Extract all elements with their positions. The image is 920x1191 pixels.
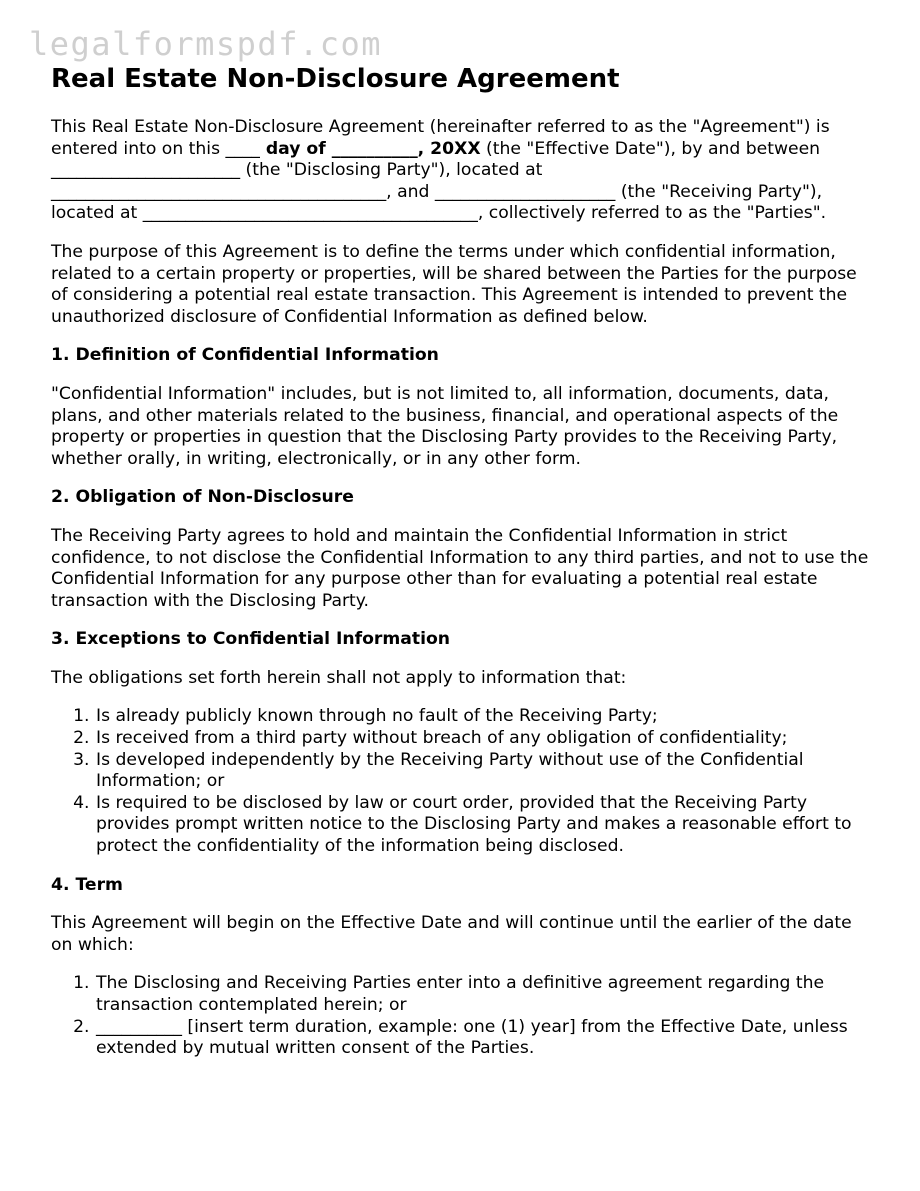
section-4-term-list — [51, 973, 876, 1059]
section-4-heading: 4. Term — [51, 874, 123, 895]
intro-text-4: , and — [386, 181, 435, 202]
blank-receiving-name-field: _____________________ — [434, 181, 616, 202]
intro-text-5: (the "Receiving Party"), located at — [51, 181, 823, 224]
blank-receiving-address-field: _______________________________________ — [142, 203, 478, 224]
intro-year: , 20XX — [417, 138, 481, 159]
document — [51, 62, 876, 1060]
section-3-heading: 3. Exceptions to Confidential Information — [51, 629, 451, 650]
purpose-paragraph: The purpose of this Agreement is to define the terms under which confidential information, related to a certain property or properties, will be shared between the Parties for the purpose of considering a potential real estate transaction. This Agreement is intended to prevent the unauthorized disclosure of Confidential Information as defined below. — [51, 241, 857, 327]
blank-day-field: ____ — [225, 138, 260, 159]
list-item: 1. The Disclosing and Receiving Parties enter into a definitive agreement regarding the transaction contemplated herein; or — [95, 973, 876, 1016]
list-item: 2. Is received from a third party without breach of any obligation of confidentiality; — [95, 728, 876, 750]
intro-text-3: (the "Disclosing Party"), located at — [240, 160, 543, 181]
section-3-exceptions-list — [51, 706, 876, 857]
section-4-body: This Agreement will begin on the Effective Date and will continue until the earlier of the date on which: — [51, 913, 852, 955]
section-2-body: The Receiving Party agrees to hold and maintain the Confidential Information in strict confidence, to not disclose the Confidential Information to any third parties, and not to use the Confidential Information for any purpose other than for evaluating a potential real estate transaction with the Disclosing Party. — [51, 525, 869, 611]
intro-text-2: (the "Effective Date"), by and between — [480, 138, 821, 159]
document-title: Real Estate Non-Disclosure Agreement — [51, 64, 620, 94]
blank-month-field: __________ — [331, 138, 418, 159]
intro-day-of: day of — [259, 138, 332, 159]
blank-disclosing-address-field: _______________________________________ — [51, 181, 387, 202]
section-1-body: "Confidential Information" includes, but is not limited to, all information, documents, data, plans, and other materials related to the business, financial, and operational aspects of the property or properties in question that the Disclosing Party provides to the Receiving Party, whether orally, in writing, electronically, or in any other form. — [51, 383, 839, 469]
watermark-logo: legalformspdf.com — [29, 25, 383, 63]
list-item: 2. __________ [insert term duration, example: one (1) year] from the Effective Date, unless extended by mutual written consent of the Parties. — [95, 1017, 876, 1060]
list-item: 4. Is required to be disclosed by law or court order, provided that the Receiving Party provides prompt written notice to the Disclosing Party and makes a reasonable effort to protect the confidentiality of the information being disclosed. — [95, 793, 876, 858]
intro-paragraph — [51, 117, 876, 225]
section-3-body: The obligations set forth herein shall not apply to information that: — [51, 667, 627, 688]
section-2-heading: 2. Obligation of Non-Disclosure — [51, 487, 354, 508]
intro-text-1: This Real Estate Non-Disclosure Agreement (hereinafter referred to as the "Agreement") is entered into on this — [51, 117, 830, 159]
list-item: 1. Is already publicly known through no fault of the Receiving Party; — [95, 706, 876, 728]
section-1-heading: 1. Definition of Confidential Information — [51, 345, 439, 366]
list-item: 3. Is developed independently by the Receiving Party without use of the Confidential Information; or — [95, 750, 876, 793]
blank-disclosing-name-field: ______________________ — [51, 160, 241, 181]
intro-text-6: , collectively referred to as the "Parties". — [477, 203, 827, 224]
